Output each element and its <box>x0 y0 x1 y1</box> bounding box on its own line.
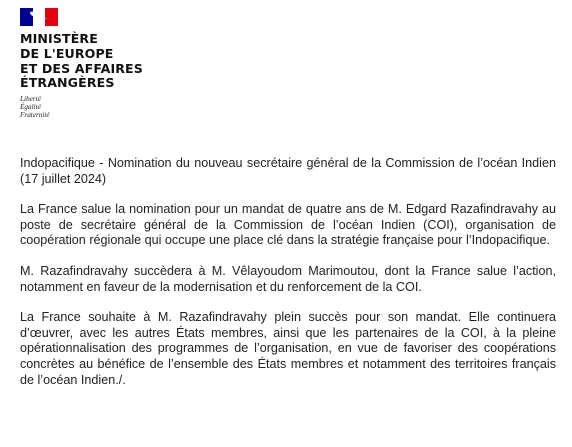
ministry-name <box>20 32 170 91</box>
motto-line: Égalité <box>20 103 41 112</box>
motto-line: Liberté <box>20 95 41 104</box>
republic-motto <box>20 95 170 119</box>
press-release-title: Indopacifique - Nomination du nouveau secrétaire général de la Commission de l’océan Indien (17 juillet 2024) <box>20 156 556 186</box>
paragraph: La France salue la nomination pour un mandat de quatre ans de M. Edgard Razafindravahy au poste de secrétaire général de la Commission de l’océan Indien (COI), organisation de coopération régionale qui occupe une place clé dans la stratégie française pour l’Indopacifique. <box>20 202 556 248</box>
paragraph: M. Razafindravahy succèdera à M. Vêlayoudom Marimoutou, dont la France salue l’action, notamment en faveur de la modernisation et du renforcement de la COI. <box>20 263 556 294</box>
press-release-body <box>20 156 556 403</box>
ministry-name-line: MINISTÈRE <box>20 31 98 46</box>
motto-line: Fraternité <box>20 111 50 120</box>
ministry-name-line: ET DES AFFAIRES <box>20 60 143 76</box>
ministry-logo <box>20 8 170 119</box>
ministry-name-line: DE L'EUROPE <box>20 45 114 61</box>
paragraph: La France souhaite à M. Razafindravahy plein succès pour son mandat. Elle continuera d’œuvrer, avec les autres États membres, ainsi que les partenaires de la COI, à la pleine opérationnalisation des programmes de l’organisation, en vue de favoriser des coopérations concrètes au bénéfice de l’ensemble des États membres et notamment des territoires français de l’océan Indien./. <box>20 310 556 387</box>
marianne-flag-icon <box>20 8 58 26</box>
ministry-name-line: ÉTRANGÈRES <box>20 75 115 91</box>
